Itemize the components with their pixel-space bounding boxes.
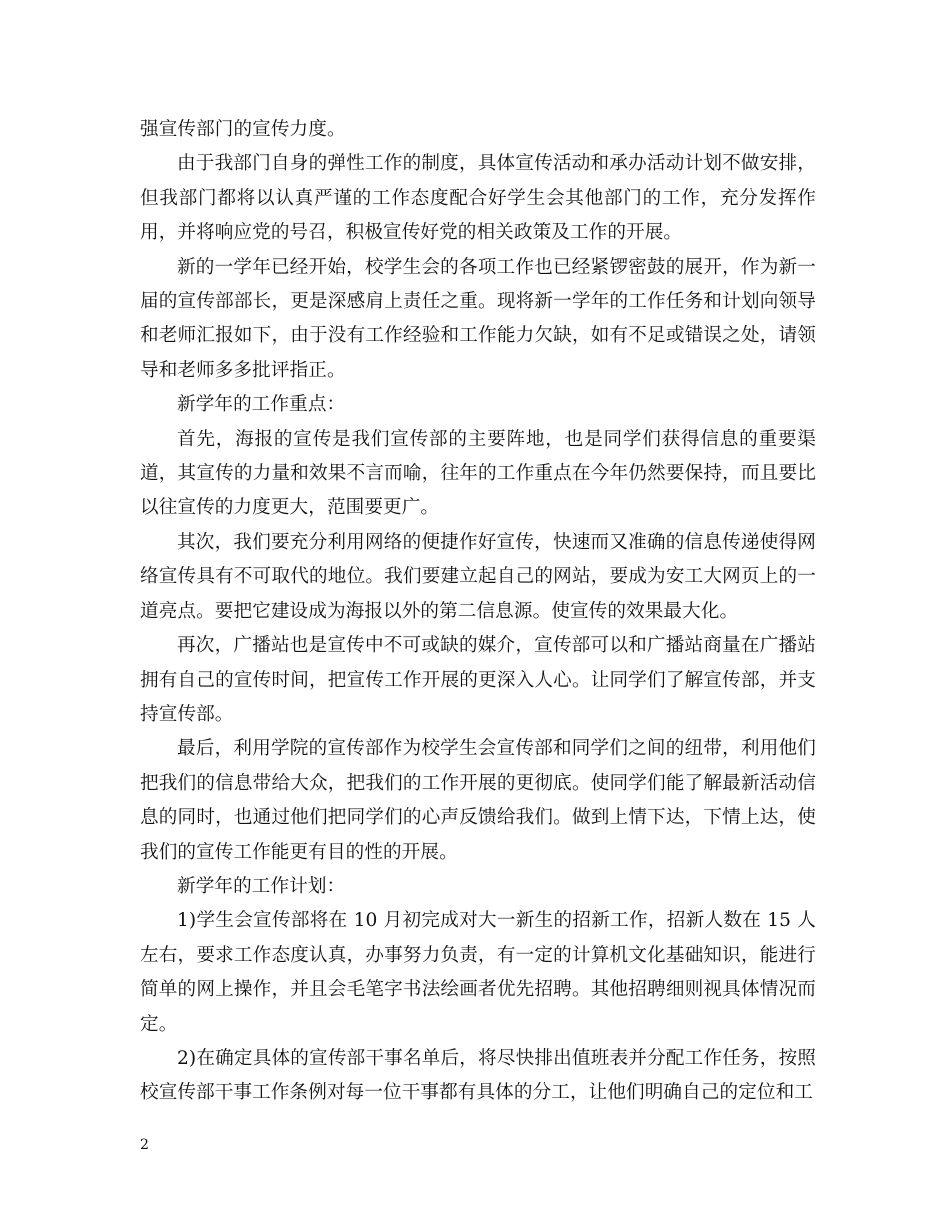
page-number: 2 xyxy=(140,1137,149,1153)
heading-work-plan: 新学年的工作计划： xyxy=(177,875,346,897)
paragraph-department-schedule: 由于我部门自身的弹性工作的制度，具体宣传活动和承办活动计划不做安排，但我部门都将以认真严谨的工作态度配合好学生会其他部门的工作，充分发挥作用，并将响应党的号召，积极宣传好党的相关政策及工作的开展。 xyxy=(140,153,816,244)
paragraph-college-link: 最后，利用学院的宣传部作为校学生会宣传部和同学们之间的纽带，利用他们把我们的信息带给大众，把我们的工作开展的更彻底。使同学们能了解最新活动信息的同时，也通过他们把同学们的心声反馈给我们。做到上情下达，下情上达，使我们的宣传工作能更有目的性的开展。 xyxy=(140,738,816,863)
paragraph-new-year-intro: 新的一学年已经开始，校学生会的各项工作也已经紧锣密鼓的展开，作为新一届的宣传部部长，更是深感肩上责任之重。现将新一学年的工作任务和计划向领导和老师汇报如下，由于没有工作经验和工作能力欠缺，如有不足或错误之处，请领导和老师多多批评指正。 xyxy=(140,256,816,381)
paragraph-network: 其次，我们要充分利用网络的便捷作好宣传，快速而又准确的信息传递使得网络宣传具有不可取代的地位。我们要建立起自己的网站，要成为安工大网页上的一道亮点。要把它建设成为海报以外的第二信息源。使宣传的效果最大化。 xyxy=(140,531,816,622)
heading-work-focus: 新学年的工作重点： xyxy=(177,394,346,416)
paragraph-continuation: 强宣传部门的宣传力度。 xyxy=(140,119,346,140)
paragraph-plan-2: 2)在确定具体的宣传部干事名单后，将尽快排出值班表并分配工作任务，按照校宣传部干事工作条例对每一位干事都有具体的分工，让他们明确自己的定位和工 xyxy=(140,1047,816,1104)
paragraph-posters: 首先，海报的宣传是我们宣传部的主要阵地，也是同学们获得信息的重要渠道，其宣传的力量和效果不言而喻，往年的工作重点在今年仍然要保持，而且要比以往宣传的力度更大，范围要更广。 xyxy=(140,428,816,519)
paragraph-plan-1: 1)学生会宣传部将在 10 月初完成对大一新生的招新工作，招新人数在 15 人左右，要求工作态度认真，办事努力负责，有一定的计算机文化基础知识，能进行简单的网上操作，并且会毛笔字书法绘画者优先招聘。其他招聘细则视具体情况而定。 xyxy=(140,910,816,1035)
document-body xyxy=(140,113,816,1111)
paragraph-broadcast: 再次，广播站也是宣传中不可或缺的媒介，宣传部可以和广播站商量在广播站拥有自己的宣传时间，把宣传工作开展的更深入人心。让同学们了解宣传部，并支持宣传部。 xyxy=(140,635,816,725)
